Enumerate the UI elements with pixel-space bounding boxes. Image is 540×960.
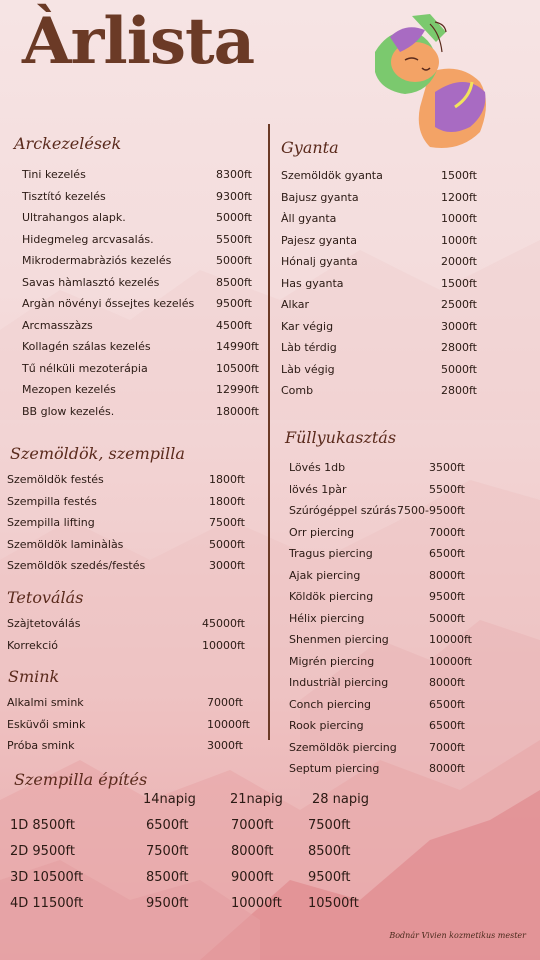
lash-price-cell: 8500ft	[308, 844, 351, 859]
service-price: 1500ft	[441, 276, 477, 290]
service-price: 45000ft	[202, 617, 245, 630]
price-row	[289, 543, 469, 565]
service-price: 5000ft	[209, 537, 245, 551]
service-price: 8300ft	[216, 168, 252, 181]
service-name: Migrén piercing	[289, 654, 375, 668]
lash-price-cell: 9000ft	[231, 870, 274, 885]
service-name: Kar végig	[281, 319, 334, 333]
service-name: Làb végig	[281, 362, 335, 376]
price-row	[22, 229, 258, 251]
service-price: 3000ft	[207, 739, 243, 752]
service-price: 5000ft	[216, 211, 252, 224]
service-price: 1800ft	[209, 473, 245, 486]
service-name: Tragus piercing	[289, 547, 373, 560]
lash-column-header: 14napig	[143, 792, 196, 807]
service-price: 6500ft	[429, 719, 465, 732]
price-row	[22, 186, 258, 208]
service-name: Mezopen kezelés	[22, 383, 116, 396]
service-price: 1000ft	[441, 233, 477, 247]
service-price: 10000ft	[202, 638, 245, 652]
service-name: Korrekció	[7, 638, 58, 652]
price-row	[289, 586, 469, 608]
service-name: Szempilla festés	[7, 494, 97, 508]
arckezelesek-list	[22, 164, 258, 422]
price-row	[7, 735, 251, 757]
service-name: BB glow kezelés.	[22, 404, 115, 418]
service-name: Szàjtetoválás	[7, 617, 81, 630]
service-price: 7000ft	[429, 525, 465, 539]
price-row	[22, 164, 258, 186]
service-name: Àll gyanta	[281, 212, 337, 225]
signature: Bodnár Vivien kozmetikus mester	[389, 931, 526, 940]
page-title: Àrlista	[22, 4, 255, 79]
service-price: 9300ft	[216, 189, 252, 203]
price-row	[7, 635, 251, 657]
service-name: Hónalj gyanta	[281, 255, 358, 268]
price-row	[281, 380, 481, 402]
price-row	[22, 293, 258, 315]
service-name: Orr piercing	[289, 525, 355, 539]
service-price: 9500ft	[429, 590, 465, 603]
service-name: Szemöldök festés	[7, 473, 104, 486]
lash-price-cell: 9500ft	[308, 870, 351, 885]
price-row	[7, 469, 251, 491]
service-name: Arcmasszàzs	[22, 318, 93, 332]
price-row	[22, 250, 258, 272]
price-row	[281, 359, 481, 381]
service-price: 8000ft	[429, 676, 465, 689]
service-name: Lövés 1db	[289, 461, 346, 474]
price-row	[281, 208, 481, 230]
service-price: 9500ft	[216, 297, 252, 310]
service-name: Industriàl piercing	[289, 676, 389, 689]
service-name: lövés 1pàr	[289, 482, 347, 496]
lash-row-label: 1D 8500ft	[10, 818, 75, 833]
fullyukasztas-list	[289, 457, 472, 780]
section-heading-szempilla-epites: Szempilla építés	[14, 770, 148, 789]
price-row	[7, 491, 251, 513]
service-price: 5500ft	[216, 232, 252, 246]
service-name: Hidegmeleg arcvasalás.	[22, 232, 154, 246]
price-row	[289, 672, 469, 694]
service-name: Has gyanta	[281, 276, 344, 290]
price-row	[289, 608, 469, 630]
price-row	[281, 251, 481, 273]
service-price: 6500ft	[429, 547, 465, 560]
service-price: 1500ft	[441, 169, 477, 182]
section-heading-arckezelesek: Arckezelések	[14, 134, 122, 153]
service-name: Septum piercing	[289, 762, 380, 775]
service-price: 8000ft	[429, 762, 465, 775]
price-row	[281, 273, 481, 295]
lash-price-cell: 7500ft	[308, 818, 351, 833]
service-name: Ajak piercing	[289, 568, 361, 582]
service-name: Tű nélküli mezoterápia	[22, 361, 148, 375]
service-price: 10000ft	[207, 717, 250, 731]
service-name: Rook piercing	[289, 719, 364, 732]
price-row	[22, 379, 258, 401]
service-price: 2800ft	[441, 384, 477, 397]
section-heading-szemoldok: Szemöldök, szempilla	[10, 444, 185, 463]
price-row	[7, 555, 251, 577]
service-name: Kollagén szálas kezelés	[22, 340, 151, 353]
service-name: Tini kezelés	[22, 168, 86, 181]
service-price: 8000ft	[429, 568, 465, 582]
service-name: Szemöldök laminàlàs	[7, 537, 124, 551]
service-name: Szemöldök szedés/festés	[7, 559, 146, 572]
service-name: Làb térdig	[281, 341, 337, 354]
service-price: 5000ft	[429, 611, 465, 625]
lash-price-cell: 10000ft	[231, 896, 282, 911]
service-name: Savas hàmlasztó kezelés	[22, 275, 160, 289]
lash-price-cell: 9500ft	[146, 896, 189, 911]
service-name: Shenmen piercing	[289, 633, 389, 646]
service-price: 10000ft	[429, 654, 472, 668]
price-row	[289, 629, 472, 651]
price-row	[281, 165, 481, 187]
service-price: 3000ft	[209, 559, 245, 572]
price-row	[22, 272, 258, 294]
service-name: Próba smink	[7, 739, 75, 752]
price-row	[289, 715, 469, 737]
smink-list	[7, 692, 251, 757]
price-row	[7, 714, 251, 736]
service-name: Szempilla lifting	[7, 516, 95, 529]
price-row	[22, 207, 258, 229]
price-row	[289, 651, 472, 673]
service-name: Köldök piercing	[289, 590, 374, 603]
lash-column-header: 21napig	[230, 792, 283, 807]
lash-column-header: 28 napig	[312, 792, 369, 807]
service-price: 3500ft	[429, 461, 465, 474]
price-row	[281, 230, 481, 252]
service-name: Ultrahangos alapk.	[22, 211, 126, 224]
service-price: 1800ft	[209, 494, 245, 508]
service-name: Esküvői smink	[7, 717, 86, 731]
price-row	[22, 358, 258, 380]
service-name: Tisztító kezelés	[22, 189, 106, 203]
service-price: 18000ft	[216, 404, 259, 418]
service-price: 2000ft	[441, 255, 477, 268]
service-name: Mikrodermabràziós kezelés	[22, 254, 172, 267]
service-name: Pajesz gyanta	[281, 233, 357, 247]
service-name: Szemöldök gyanta	[281, 169, 383, 182]
column-divider	[268, 124, 270, 740]
service-name: Conch piercing	[289, 697, 372, 711]
price-row	[7, 534, 251, 556]
service-price: 14990ft	[216, 340, 259, 353]
price-row	[22, 401, 258, 423]
lash-price-cell: 7000ft	[231, 818, 274, 833]
service-price: 2800ft	[441, 341, 477, 354]
service-price: 7000ft	[207, 696, 243, 709]
lash-row-label: 4D 11500ft	[10, 896, 84, 911]
price-row	[7, 613, 251, 635]
section-heading-gyanta: Gyanta	[281, 138, 339, 157]
service-price: 10000ft	[429, 633, 472, 646]
service-price: 1000ft	[441, 212, 477, 225]
gyanta-list	[281, 165, 481, 402]
section-heading-tetovalas: Tetoválás	[7, 588, 84, 607]
service-name: Szemöldök piercing	[289, 740, 397, 754]
service-price: 2500ft	[441, 298, 477, 311]
service-price: 6500ft	[429, 697, 465, 711]
service-price: 7500ft	[209, 516, 245, 529]
price-row	[281, 337, 481, 359]
service-name: Alkar	[281, 298, 310, 311]
service-price: 12990ft	[216, 383, 259, 396]
price-row	[7, 692, 251, 714]
price-row	[289, 457, 469, 479]
price-row	[289, 500, 469, 522]
price-row	[281, 294, 481, 316]
service-price: 7000ft	[429, 740, 465, 754]
tetovalas-list	[7, 613, 251, 656]
price-row	[281, 316, 481, 338]
service-name: Comb	[281, 384, 314, 397]
szempilla-epites-table	[0, 790, 540, 920]
lash-price-cell: 7500ft	[146, 844, 189, 859]
lash-price-cell: 10500ft	[308, 896, 359, 911]
price-row	[289, 694, 469, 716]
service-name: Alkalmi smink	[7, 696, 84, 709]
lash-row-label: 2D 9500ft	[10, 844, 75, 859]
price-row	[289, 479, 469, 501]
section-heading-fullyukasztas: Füllyukasztás	[285, 428, 397, 447]
price-row	[7, 512, 251, 534]
service-price: 3000ft	[441, 319, 477, 333]
service-price: 5500ft	[429, 482, 465, 496]
price-row	[289, 758, 469, 780]
lash-row-label: 3D 10500ft	[10, 870, 84, 885]
price-row	[289, 522, 469, 544]
service-name: Hélix piercing	[289, 611, 365, 625]
service-name: Szúrógéppel szúrás	[289, 504, 397, 517]
service-price: 7500-9500ft	[397, 504, 465, 517]
service-name: Bajusz gyanta	[281, 190, 359, 204]
service-price: 4500ft	[216, 318, 252, 332]
service-name: Argàn növényi őssejtes kezelés	[22, 297, 195, 310]
service-price: 10500ft	[216, 361, 259, 375]
lash-price-cell: 8000ft	[231, 844, 274, 859]
price-row	[281, 187, 481, 209]
section-heading-smink: Smink	[8, 667, 60, 686]
price-row	[289, 737, 469, 759]
service-price: 5000ft	[216, 254, 252, 267]
price-row	[22, 315, 258, 337]
price-row	[289, 565, 469, 587]
lash-price-cell: 8500ft	[146, 870, 189, 885]
service-price: 8500ft	[216, 275, 252, 289]
lash-price-cell: 6500ft	[146, 818, 189, 833]
price-row	[22, 336, 258, 358]
szemoldok-list	[7, 469, 251, 577]
service-price: 5000ft	[441, 362, 477, 376]
face-mask-illustration	[360, 12, 495, 152]
service-price: 1200ft	[441, 190, 477, 204]
